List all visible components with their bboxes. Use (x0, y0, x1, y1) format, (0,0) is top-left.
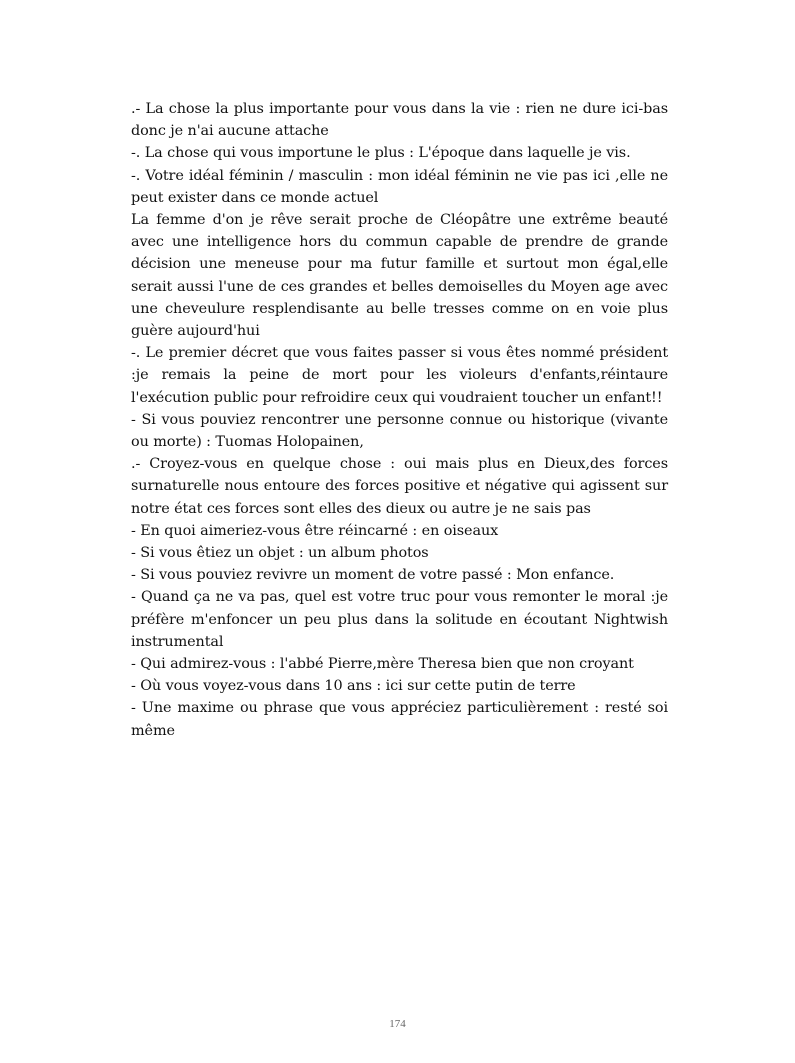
paragraph-dream-woman: La femme d'on je rêve serait proche de Cléopâtre une extrême beauté avec une intelligence hors du commun capable de prendre de grande décision une meneuse pour ma futur famille et surtout mon égal,elle serait aussi l'une de ces grandes et belles demoiselles du Moyen age avec une cheveulure resplendisante au belle tresses comme on en voie plus guère aujourd'hui (131, 212, 668, 340)
answer-reincarnation: - En quoi aimeriez-vous être réincarné : en oiseaux (131, 522, 499, 539)
answer-first-decree: -. Le premier décret que vous faites passer si vous êtes nommé président :je remais la peine de mort pour les violeurs d'enfants,réintaure l'exécution public pour refroidire ceux qui voudraient toucher un enfant!! (131, 345, 668, 406)
answer-believe: .- Croyez-vous en quelque chose : oui mais plus en Dieux,des forces surnaturelle nous entoure des forces positive et négative qui agissent sur notre état ces forces sont elles des dieux ou autre je ne sais pas (131, 456, 668, 517)
document-body (131, 98, 668, 742)
answer-annoys-most: -. La chose qui vous importune le plus : L'époque dans laquelle je vis. (131, 145, 631, 162)
answer-meet-person: - Si vous pouviez rencontrer une personne connue ou historique (vivante ou morte) : Tuomas Holopainen, (131, 411, 668, 451)
page-number: 174 (389, 1018, 406, 1030)
answer-relive-moment: - Si vous pouviez revivre un moment de votre passé : Mon enfance. (131, 567, 615, 584)
answer-admire: - Qui admirez-vous : l'abbé Pierre,mère Theresa bien que non croyant (131, 656, 634, 673)
answer-ten-years: - Où vous voyez-vous dans 10 ans : ici sur cette putin de terre (131, 678, 576, 695)
answer-maxim: - Une maxime ou phrase que vous appréciez particulièrement : resté soi même (131, 700, 668, 739)
answer-feminine-ideal: -. Votre idéal féminin / masculin : mon idéal féminin ne vie pas ici ,elle ne peut exister dans ce monde actuel (131, 167, 668, 206)
answer-most-important: .- La chose la plus importante pour vous dans la vie : rien ne dure ici-bas donc je n'ai aucune attache (131, 101, 668, 140)
answer-cheer-up: - Quand ça ne va pas, quel est votre truc pour vous remonter le moral :je préfère m'enfoncer un peu plus dans la solitude en écoutant Nightwish instrumental (131, 589, 668, 650)
answer-object: - Si vous êtiez un objet : un album photos (131, 545, 429, 562)
